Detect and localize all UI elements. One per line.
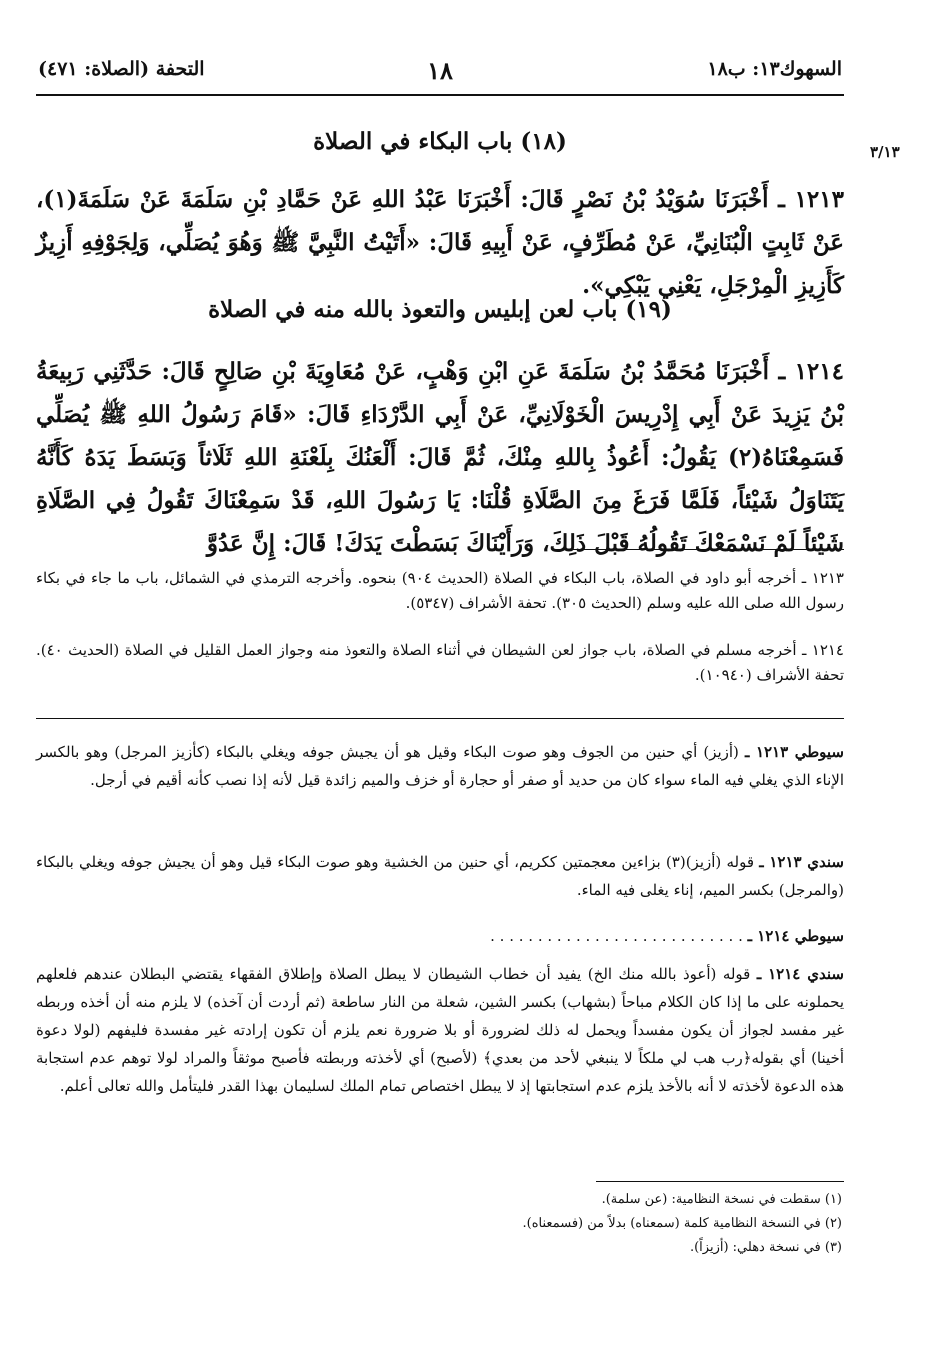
commentary-sindi-1214 bbox=[36, 960, 844, 1100]
commentary-text: قوله (أزيز)(٣) بزاءين معجمتين ككريم، أي حنين من الخشية وهو صوت البكاء قيل وهو أن يجيش جوفه ويغلي بالبكاء (والمرجل) بكسر الميم، إناء يغلى فيه الماء. bbox=[36, 853, 844, 899]
commentary-label: سيوطي ١٢١٣ ـ bbox=[745, 743, 844, 761]
page-number: ١٨ bbox=[427, 56, 453, 85]
commentary-text: . . . . . . . . . . . . . . . . . . . . . . . . . . . bbox=[490, 927, 748, 945]
commentary-suyuti-1214 bbox=[36, 922, 844, 950]
footnote-2: (٢) في النسخة النظامية كلمة (سمعناه) بدلاً من (فسمعناه). bbox=[522, 1216, 842, 1231]
takhrij-1214: ١٢١٤ ـ أخرجه مسلم في الصلاة، باب جواز لعن الشيطان في أثناء الصلاة والتعوذ منه وجواز العمل القليل في الصلاة (الحديث ٤٠). تحفة الأشراف (١٠٩٤٠). bbox=[36, 641, 844, 684]
header-tuhfa-ref: التحفة (الصلاة: ٤٧١) bbox=[38, 58, 205, 80]
commentary-label: سيوطي ١٢١٤ ـ bbox=[747, 927, 844, 945]
header-manuscript-ref: السهوك١٣: ب١٨ bbox=[707, 58, 842, 80]
commentary-label: سندي ١٢١٣ ـ bbox=[759, 853, 844, 871]
commentary-text: قوله (أعوذ بالله منك الخ) يفيد أن خطاب الشيطان لا يبطل الصلاة وإطلاق الفقهاء يقتضي البطلان عندهم فلعلهم يحملونه على ما إذا كان الكلام مباحاً (بشهاب) بكسر الشين، شعلة من النار ساطعة (ثم أردت أن آخذه) لا يلزم منه أن أخذه وربطه غير مفسد لجواز أن يكون مفسداً ويحمل له ذلك لضرورة أو بلا ضرورة نعم يلزم أن تكون إرادته غير مفسدة فليفهم (لولا دعوة أخينا) أي بقوله﴿رب هب لي ملكاً لا ينبغي لأحد من بعدي﴾ (لأصبح) أي لأخذته وربطته فأصبح موثقاً والمراد لولا توهم عدم استجابة هذه الدعوة لأخذته لا أنه بالأخذ يلزم عدم استجابتها إذ لا يبطل اختصاص تمام الملك لسليمان بهذا القدر فليتأمل والله تعالى أعلم. bbox=[36, 965, 844, 1095]
chapter-heading-18: (١٨) باب البكاء في الصلاة bbox=[313, 128, 567, 155]
header-divider bbox=[36, 94, 844, 96]
hadith-1214: ١٢١٤ ـ أَخْبَرَنَا مُحَمَّدُ بْنُ سَلَمَةَ عَنِ ابْنِ وَهْبٍ، عَنْ مُعَاوِيَةَ بْنِ صَالِحٍ قَالَ: حَدَّثَنِي رَبِيعَةُ بْنُ يَزِيدَ عَنْ أَبِي إِدْرِيسَ الْخَوْلَانِيِّ، عَنْ أَبِي الدَّرْدَاءِ قَالَ: «قَامَ رَسُولُ اللهِ ﷺ يُصَلِّي فَسَمِعْنَاهُ(٢) يَقُولُ: أَعُوذُ بِاللهِ مِنْكَ، ثُمَّ قَالَ: أَلْعَنُكَ بِلَعْنَةِ اللهِ ثَلَاثاً وَبَسَطَ يَدَهُ كَأَنَّهُ يَتَنَاوَلُ شَيْئاً، فَلَمَّا فَرَغَ مِنَ الصَّلَاةِ قُلْنَا: يَا رَسُولَ اللهِ، قَدْ سَمِعْنَاكَ تَقُولُ فِي الصَّلَاةِ شَيْئاً لَمْ نَسْمَعْكَ تَقُولُهُ قَبْلَ ذَلِكَ، وَرَأَيْنَاكَ بَسَطْتَ يَدَكَ! قَالَ: إِنَّ عَدُوَّ bbox=[36, 358, 844, 557]
commentary-divider bbox=[36, 718, 844, 719]
takhrij-divider bbox=[556, 549, 844, 550]
chapter-heading-19: (١٩) باب لعن إبليس والتعوذ بالله منه في الصلاة bbox=[208, 296, 672, 323]
commentary-text: (أزيز) أي حنين من الجوف وهو صوت البكاء وقيل هو أن يجيش جوفه ويغلي بالبكاء (كأزيز المرجل) وهو بالكسر الإناء الذي يغلي فيه الماء سواء كان من حديد أو صفر أو حجارة أو خزف والميم زائدة قيل لأنه إذا نصب كأنه أقيم في أرجل. bbox=[36, 743, 844, 789]
commentary-sindi-1213 bbox=[36, 848, 844, 904]
footnote-divider bbox=[596, 1181, 844, 1182]
footnote-1: (١) سقطت في نسخة النظامية: (عن سلمة). bbox=[601, 1192, 842, 1207]
commentary-suyuti-1213 bbox=[36, 738, 844, 794]
footnote-3: (٣) في نسخة دهلي: (أزيزاً). bbox=[689, 1240, 842, 1255]
commentary-label: سندي ١٢١٤ ـ bbox=[756, 965, 844, 983]
takhrij-1213: ١٢١٣ ـ أخرجه أبو داود في الصلاة، باب البكاء في الصلاة (الحديث ٩٠٤) بنحوه. وأخرجه الترمذي في الشمائل، باب ما جاء في بكاء رسول الله صلى الله عليه وسلم (الحديث ٣٠٥). تحفة الأشراف (٥٣٤٧). bbox=[36, 569, 844, 612]
margin-reference: ٣/١٣ bbox=[870, 143, 900, 161]
hadith-1213: ١٢١٣ ـ أَخْبَرَنَا سُوَيْدُ بْنُ نَصْرٍ قَالَ: أَخْبَرَنَا عَبْدُ اللهِ عَنْ حَمَّادِ بْنِ سَلَمَةَ عَنْ سَلَمَةَ(١)، عَنْ ثَابِتٍ الْبُنَانِيِّ، عَنْ مُطَرِّفٍ، عَنْ أَبِيهِ قَالَ: «أَتَيْتُ النَّبِيَّ ﷺ وَهُوَ يُصَلِّي، وَلِجَوْفِهِ أَزِيزٌ كَأَزِيزِ الْمِرْجَلِ، يَعْنِي يَبْكِي». bbox=[36, 186, 844, 299]
